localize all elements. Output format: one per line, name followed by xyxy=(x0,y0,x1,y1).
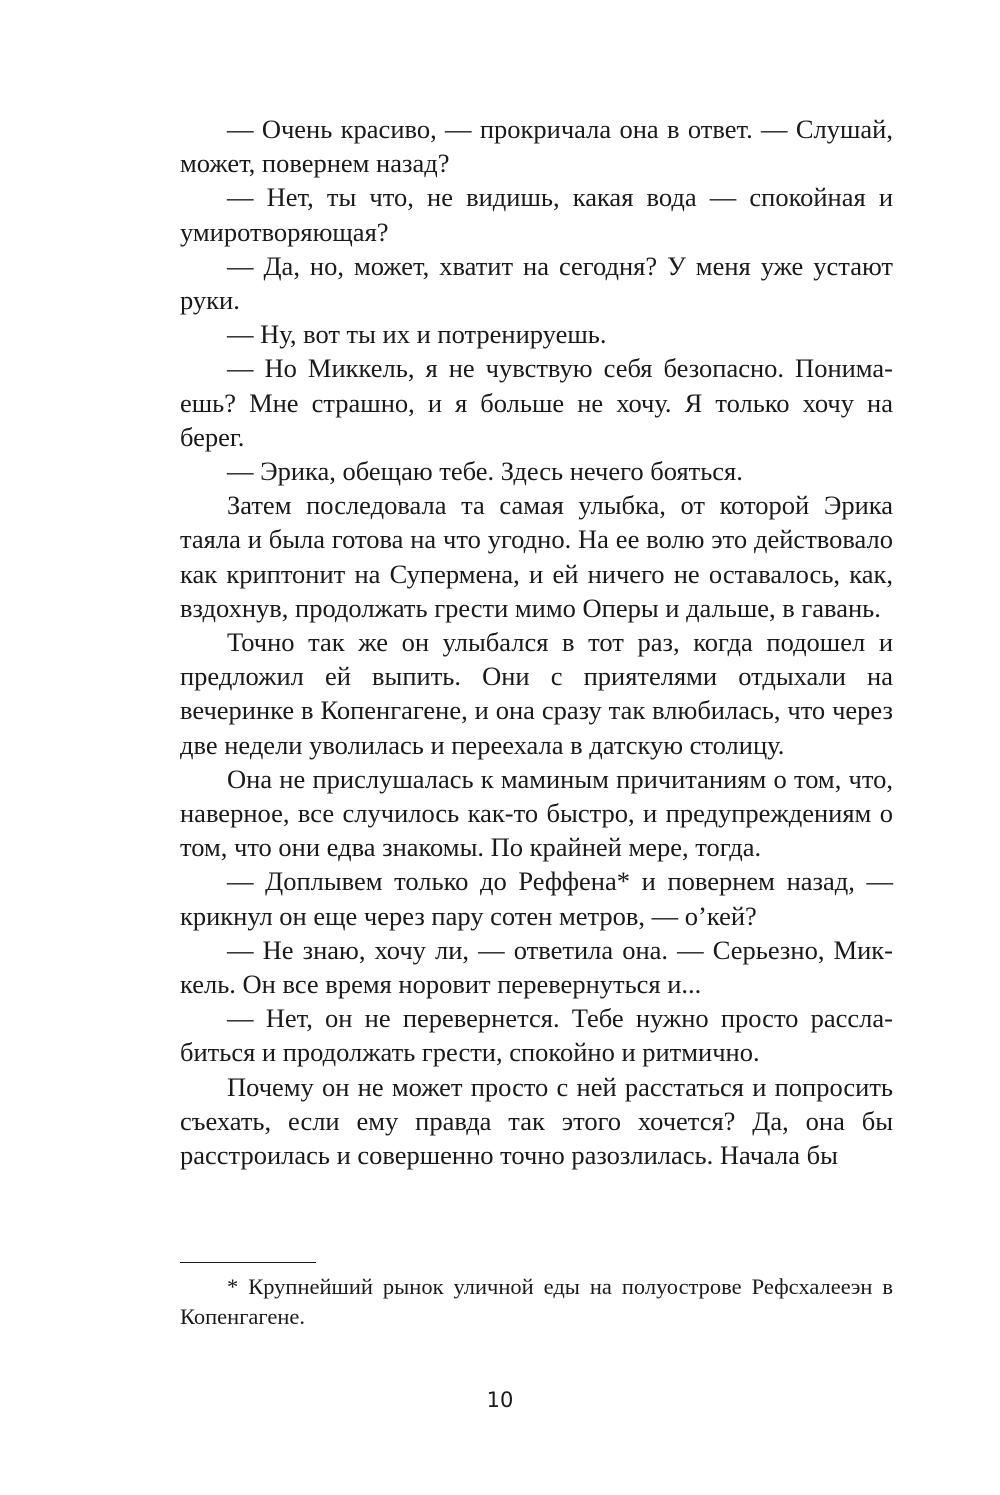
paragraph: — Не знаю, хочу ли, — ответила она. — Серьезно, Миккель. Он все время норовит перевернуться и... xyxy=(180,934,893,1000)
paragraph: — Эрика, обещаю тебе. Здесь нечего бояться. xyxy=(227,456,743,487)
page-number: 10 xyxy=(486,1388,514,1412)
paragraph: — Да, но, может, хватит на сегодня? У меня уже устают руки. xyxy=(180,250,893,316)
paragraph: Затем последовала та самая улыбка, от которой Эрика таяла и была готова на что угодно. На ее волю это действовало как криптонит на Супермена, и ей ничего не оставалось, как, вздохнув, продолжать грести мимо Оперы и дальше, в гавань. xyxy=(180,490,893,623)
paragraph: — Доплывем только до Реффена* и повернем назад, — крикнул он еще через пару сотен метров, — о’кей? xyxy=(180,866,893,931)
paragraph: — Нет, ты что, не видишь, какая вода — спокойная и умиротворяющая? xyxy=(180,182,893,247)
paragraph: — Ну, вот ты их и потренируешь. xyxy=(227,319,607,350)
paragraph: — Нет, он не перевернется. Тебе нужно просто расслабиться и продолжать грести, спокойно и ритмично. xyxy=(180,1003,893,1068)
paragraph: Точно так же он улыбался в тот раз, когда подошел и предложил ей выпить. Они с приятелями отдыхали на вечеринке в Копенгагене, и она сразу так влюбилась, что через две недели уволилась и переехала в датскую столицу. xyxy=(180,627,893,760)
paragraph: Она не прислушалась к маминым причитаниям о том, что, наверное, все случилось как-то быстро, и предупреждениям о том, что они едва знакомы. По крайней мере, тогда. xyxy=(180,763,893,863)
paragraph: — Очень красиво, — прокричала она в ответ. — Слушай, может, повернем назад? xyxy=(180,114,893,179)
main-text xyxy=(180,112,893,1172)
page-body xyxy=(180,112,893,1172)
paragraph: — Но Миккель, я не чувствую себя безопасно. Понимаешь? Мне страшно, и я больше не хочу. Я только хочу на берег. xyxy=(180,353,893,452)
footnote-divider xyxy=(180,1262,316,1263)
paragraph: Почему он не может просто с ней расстаться и попросить съехать, если ему правда так этого хочется? Да, она бы расстроилась и совершенно точно разозлилась. Начала бы xyxy=(180,1071,893,1171)
footnote: * Крупнейший рынок уличной еды на полуострове Рефсхалееэн в Копенгагене. xyxy=(180,1274,893,1329)
